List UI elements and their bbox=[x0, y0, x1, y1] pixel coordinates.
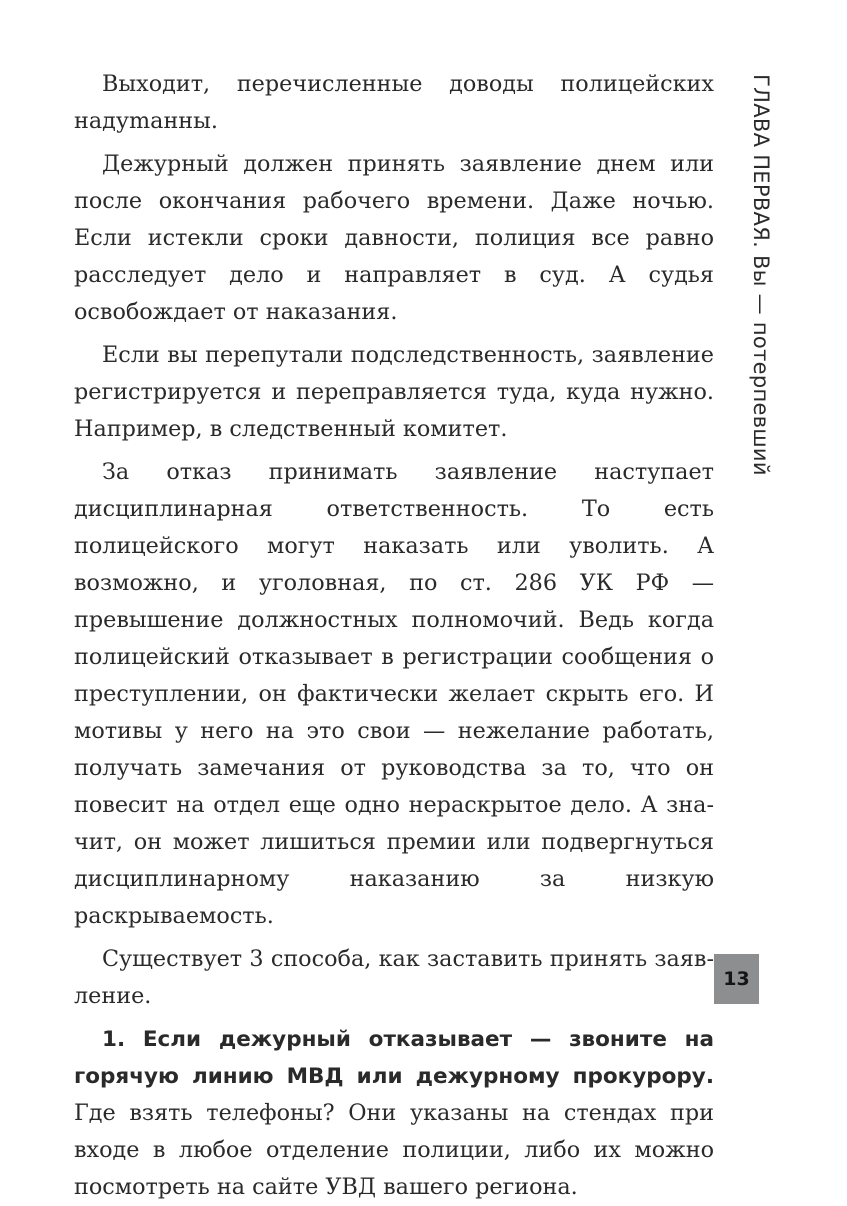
paragraph-4: За отказ принимать заявление наступает дисциплинарная ответственность. То есть полицейского могут наказать или уволить. А возможно, и уголовная, по ст. 286 УК РФ — превышение должностных полномочий. Ведь когда полицейский отказывает в регистрации сообщения о преступлении, он фактически желает скрыть его. И мотивы у него на это свои — нежелание работать, получать замечания от руководства за то, что он повесит на отдел еще одно нераскрытое дело. А значит, он может лишиться премии или подвергнуться дисциплинарному наказанию за низкую раскрываемость. bbox=[74, 459, 714, 929]
paragraph-6 bbox=[74, 1021, 714, 1206]
paragraph-3: Если вы перепутали подследственность, заявление регистрируется и переправляется туда, куда нужно. Например, в следственный комитет. bbox=[74, 342, 714, 442]
paragraph-2: Дежурный должен принять заявление днем или после окончания рабочего времени. Даже ночью. Если истекли сроки давности, полиция все равно расследует дело и направляет в суд. А судья освобождает от наказания. bbox=[74, 151, 714, 325]
running-header bbox=[746, 74, 776, 476]
page-number: 13 bbox=[723, 968, 750, 990]
bold-lead-text: 1. Если дежурный отказывает — звоните на горячую линию МВД или дежурному прокурору. bbox=[74, 1027, 714, 1089]
paragraph-6-rest: Где взять телефоны? Они указаны на стендах при входе в любое отделение полиции, либо их можно посмотреть на сайте УВД вашего региона. bbox=[74, 1100, 714, 1200]
page-number-box bbox=[714, 954, 759, 1004]
paragraph-5: Существует 3 способа, как заставить принять заявление. bbox=[74, 946, 714, 1009]
body-text bbox=[74, 66, 714, 1206]
paragraph-1: Выходит, перечисленные доводы полицейских надуmанны. bbox=[74, 71, 714, 134]
running-header-text: ГЛАВА ПЕРВАЯ. Вы — потерпевший bbox=[749, 74, 773, 476]
